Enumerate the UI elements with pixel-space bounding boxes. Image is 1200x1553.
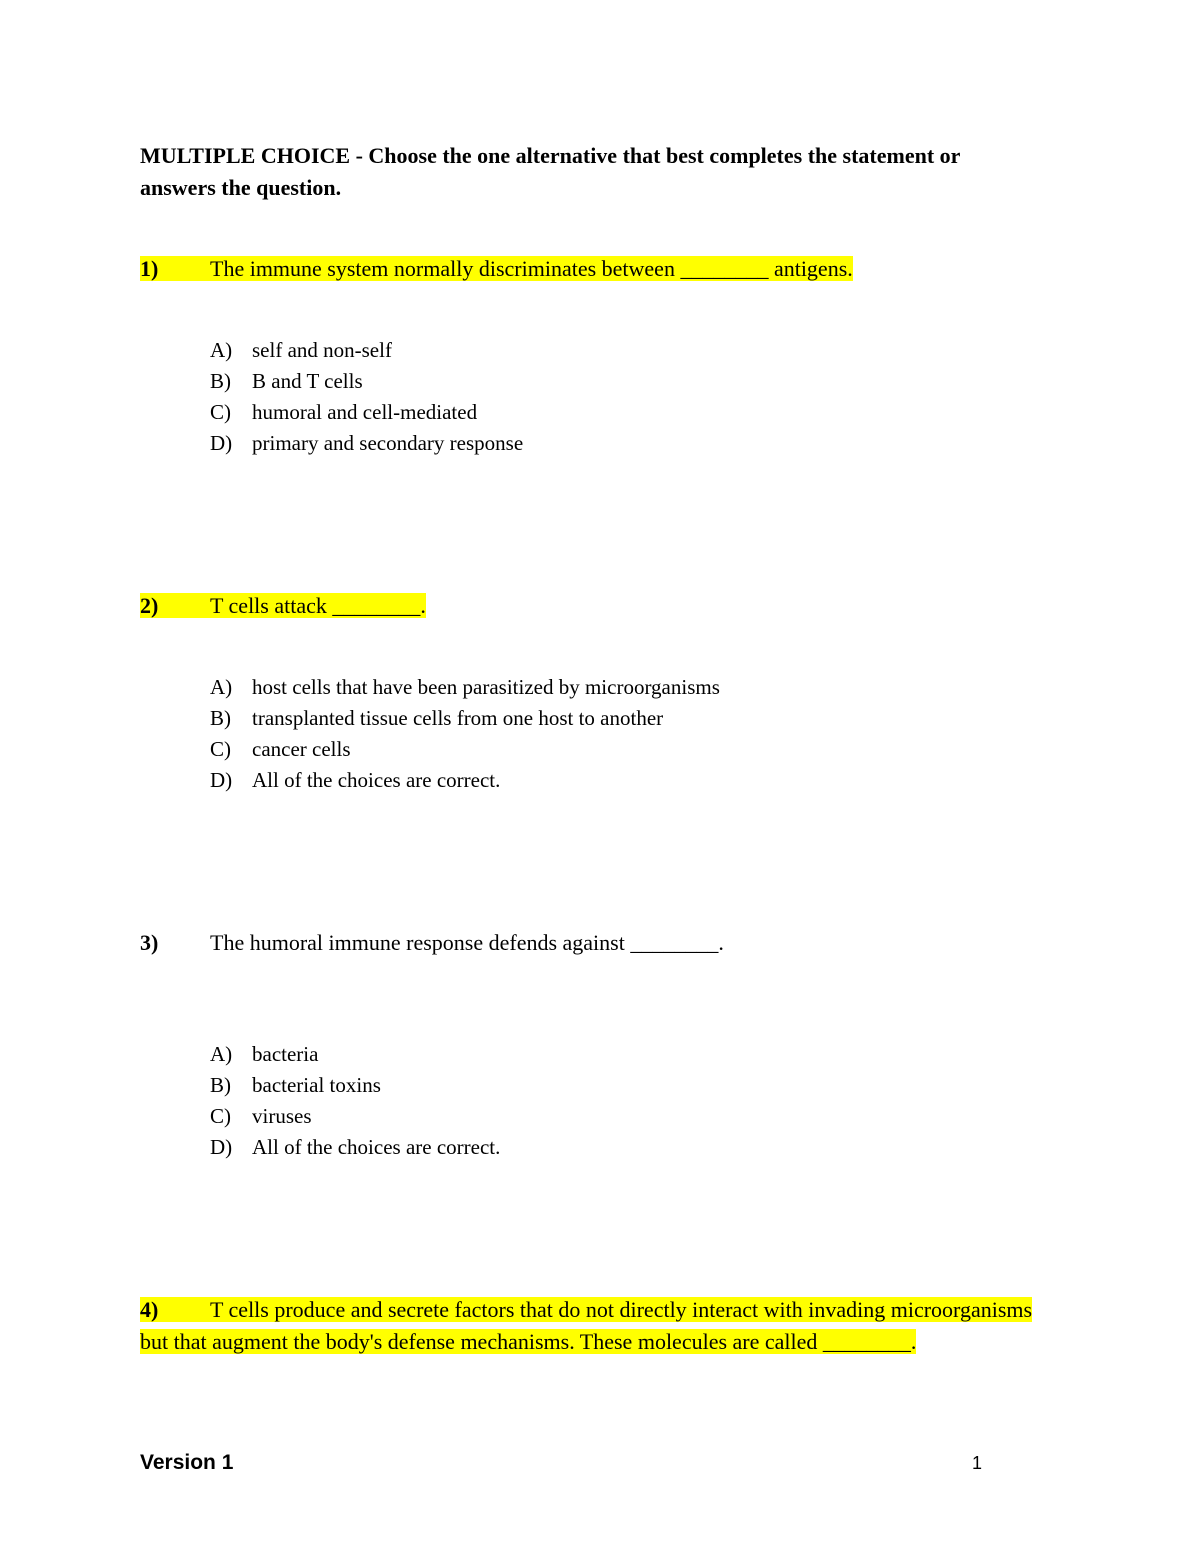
choice-text: primary and secondary response <box>252 431 524 455</box>
question-text: T cells produce and secrete factors that do not directly interact with invading microorganisms but that augment the body's defense mechanisms. These molecules are called ________. <box>140 1297 1033 1354</box>
question-number: 1) <box>140 256 159 281</box>
choice-item <box>210 765 720 796</box>
question-3 <box>140 927 724 959</box>
question-1-choices <box>210 335 523 459</box>
choice-text: bacteria <box>252 1042 319 1066</box>
choice-letter: A) <box>210 1042 233 1066</box>
choice-letter: C) <box>210 737 231 761</box>
footer-page-number: 1 <box>972 1453 983 1473</box>
choice-item <box>210 428 523 459</box>
choice-text: cancer cells <box>252 737 351 761</box>
choice-item <box>210 672 720 703</box>
question-2 <box>140 590 426 622</box>
instructions-heading: MULTIPLE CHOICE - Choose the one alternative that best completes the statement or answers the question. <box>140 143 961 200</box>
choice-item <box>210 703 720 734</box>
choice-text: All of the choices are correct. <box>252 1135 501 1159</box>
choice-text: self and non-self <box>252 338 392 362</box>
question-number: 3) <box>140 930 159 955</box>
choice-text: All of the choices are correct. <box>252 768 501 792</box>
choice-text: host cells that have been parasitized by microorganisms <box>252 675 720 699</box>
choice-item <box>210 734 720 765</box>
choice-item <box>210 1132 500 1163</box>
question-text: The immune system normally discriminates between ________ antigens. <box>210 256 853 281</box>
choice-letter: B) <box>210 706 231 730</box>
choice-text: transplanted tissue cells from one host to another <box>252 706 664 730</box>
question-1-highlight <box>140 256 853 281</box>
choice-item <box>210 1070 500 1101</box>
choice-letter: A) <box>210 675 233 699</box>
choice-letter: C) <box>210 400 231 424</box>
choice-item <box>210 366 523 397</box>
choice-item <box>210 335 523 366</box>
choice-text: humoral and cell-mediated <box>252 400 478 424</box>
choice-item <box>210 397 523 428</box>
question-4 <box>140 1294 1040 1358</box>
choice-text: bacterial toxins <box>252 1073 381 1097</box>
question-number: 4) <box>140 1297 159 1322</box>
question-3-choices <box>210 1039 500 1163</box>
question-2-highlight <box>140 593 426 618</box>
choice-letter: D) <box>210 1135 233 1159</box>
choice-letter: D) <box>210 431 233 455</box>
footer-version: Version 1 <box>140 1451 234 1474</box>
choice-letter: A) <box>210 338 233 362</box>
question-1 <box>140 253 853 285</box>
choice-item <box>210 1039 500 1070</box>
question-3-line <box>140 930 724 955</box>
question-2-choices <box>210 672 720 796</box>
choice-text: viruses <box>252 1104 312 1128</box>
question-text: The humoral immune response defends against ________. <box>210 930 724 955</box>
choice-text: B and T cells <box>252 369 363 393</box>
question-number: 2) <box>140 593 159 618</box>
choice-letter: B) <box>210 369 231 393</box>
choice-letter: C) <box>210 1104 231 1128</box>
choice-letter: B) <box>210 1073 231 1097</box>
choice-letter: D) <box>210 768 233 792</box>
choice-item <box>210 1101 500 1132</box>
question-4-highlight <box>140 1297 1032 1354</box>
question-text: T cells attack ________. <box>210 593 426 618</box>
